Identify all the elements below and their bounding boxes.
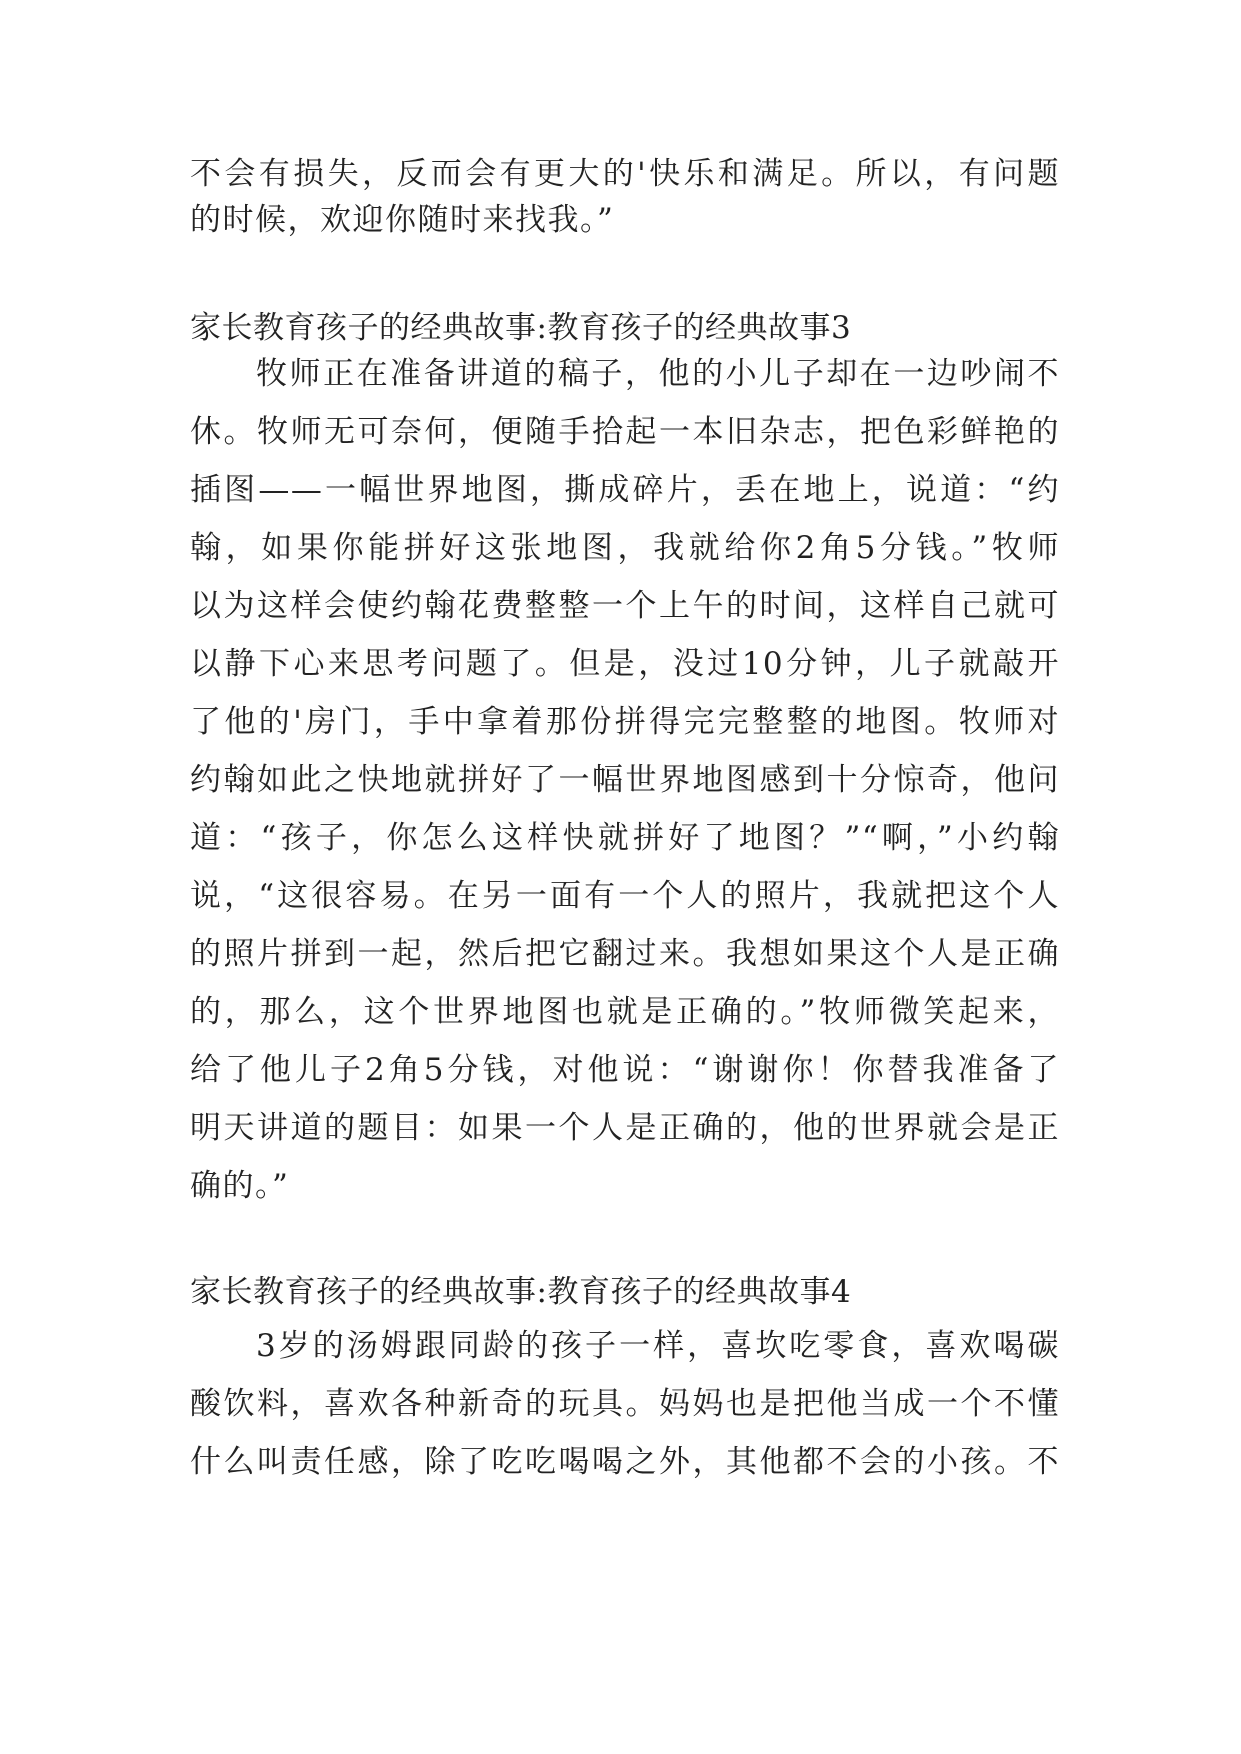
body-line: 什么叫责任感，除了吃吃喝喝之外，其他都不会的小孩。不 <box>190 1444 1060 1480</box>
body-line: 休。牧师无可奈何，便随手拾起一本旧杂志，把色彩鲜艳的 <box>190 414 1060 450</box>
body-line: 牧师正在准备讲道的稿子，他的小儿子却在一边吵闹不 <box>256 356 1060 392</box>
body-line: 3岁的汤姆跟同龄的孩子一样，喜坎吃零食，喜欢喝碳 <box>256 1328 1060 1364</box>
body-line: 翰，如果你能拼好这张地图，我就给你2角5分钱。”牧师 <box>190 530 1060 566</box>
body-line: 插图——一幅世界地图，撕成碎片，丢在地上，说道：“约 <box>190 472 1060 508</box>
body-line: 不会有损失，反而会有更大的'快乐和满足。所以，有问题 <box>190 156 1060 192</box>
body-line: 酸饮料，喜欢各种新奇的玩具。妈妈也是把他当成一个不懂 <box>190 1386 1060 1422</box>
body-line: 以为这样会使约翰花费整整一个上午的时间，这样自己就可 <box>190 588 1060 624</box>
body-line: 明天讲道的题目：如果一个人是正确的，他的世界就会是正 <box>190 1110 1060 1146</box>
body-line: 以静下心来思考问题了。但是，没过10分钟，儿子就敲开 <box>190 646 1060 682</box>
body-line: 说，“这很容易。在另一面有一个人的照片，我就把这个人 <box>190 878 1060 914</box>
body-line: 约翰如此之快地就拼好了一幅世界地图感到十分惊奇，他问 <box>190 762 1060 798</box>
body-line: 给了他儿子2角5分钱，对他说：“谢谢你！你替我准备了 <box>190 1052 1060 1088</box>
body-line: 的时候，欢迎你随时来找我。” <box>190 202 615 238</box>
body-line: 道：“孩子，你怎么这样快就拼好了地图？”“啊，”小约翰 <box>190 820 1060 856</box>
body-line: 了他的'房门，手中拿着那份拼得完完整整的地图。牧师对 <box>190 704 1060 740</box>
body-line: 确的。” <box>190 1168 290 1204</box>
section-heading: 家长教育孩子的经典故事:教育孩子的经典故事4 <box>190 1274 852 1310</box>
body-line: 的，那么，这个世界地图也就是正确的。”牧师微笑起来， <box>190 994 1060 1030</box>
section-heading: 家长教育孩子的经典故事:教育孩子的经典故事3 <box>190 310 852 346</box>
body-line: 的照片拼到一起，然后把它翻过来。我想如果这个人是正确 <box>190 936 1060 972</box>
